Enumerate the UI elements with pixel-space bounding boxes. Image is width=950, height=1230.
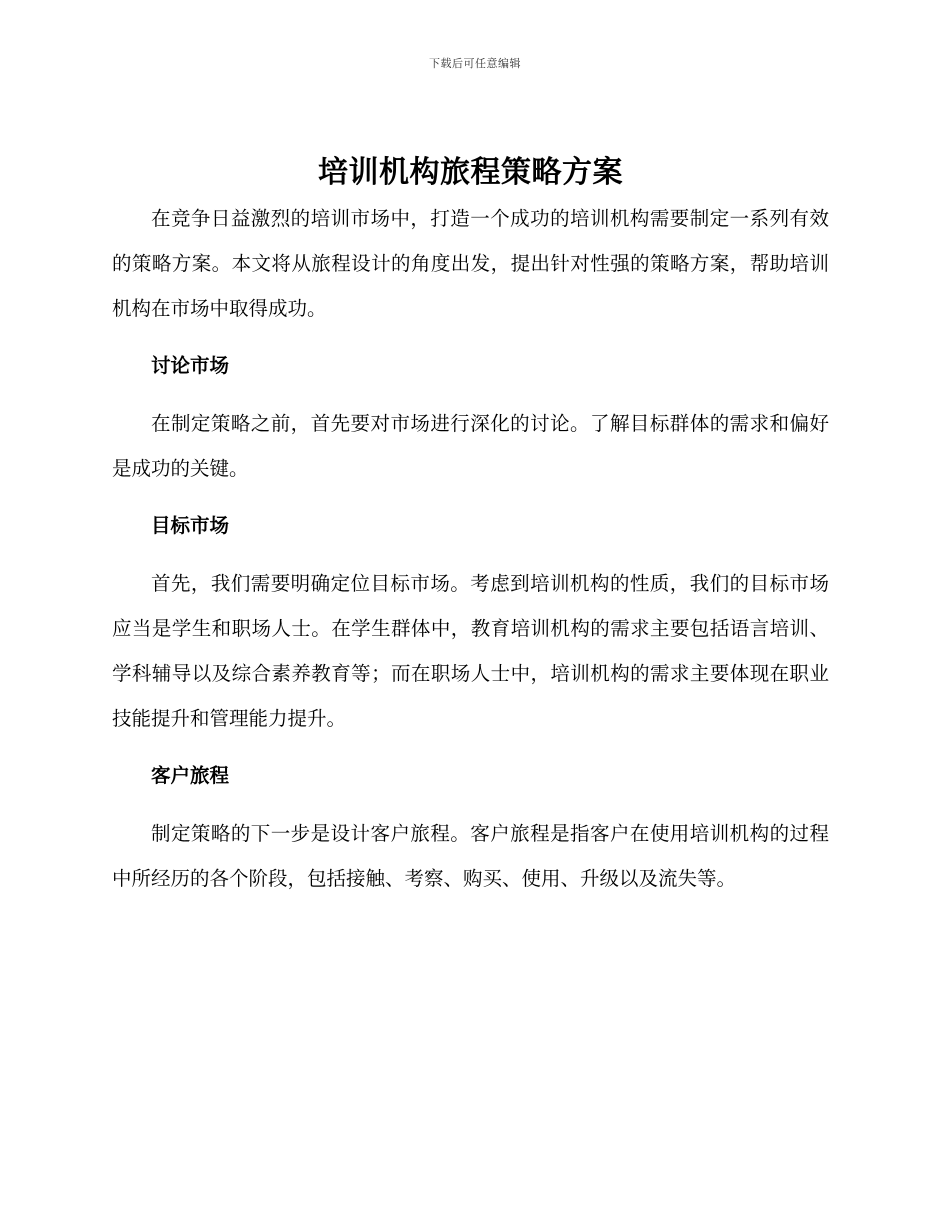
header-note: 下载后可任意编辑	[429, 57, 521, 70]
spacer	[112, 388, 829, 401]
document-body	[112, 150, 829, 901]
section-paragraph-customer-journey: 制定策略的下一步是设计客户旅程。客户旅程是指客户在使用培训机构的过程中所经历的各个阶段，包括接触、考察、购买、使用、升级以及流失等。	[112, 822, 829, 890]
section-heading-target-market: 目标市场	[151, 514, 230, 537]
section-paragraph-market-discussion: 在制定策略之前，首先要对市场进行深化的讨论。了解目标群体的需求和偏好是成功的关键。	[112, 412, 829, 480]
section-heading-market-discussion: 讨论市场	[151, 354, 230, 377]
spacer	[112, 491, 829, 503]
document-title: 培训机构旅程策略方案	[318, 155, 623, 190]
spacer	[112, 548, 829, 561]
section-heading-customer-journey: 客户旅程	[151, 764, 230, 787]
intro-paragraph: 在竞争日益激烈的培训市场中，打造一个成功的培训机构需要制定一系列有效的策略方案。本文将从旅程设计的角度出发，提出针对性强的策略方案，帮助培训机构在市场中取得成功。	[112, 207, 829, 320]
section-paragraph-target-market: 首先，我们需要明确定位目标市场。考虑到培训机构的性质，我们的目标市场应当是学生和职场人士。在学生群体中，教育培训机构的需求主要包括语言培训、学科辅导以及综合素养教育等；而在职场人士中，培训机构的需求主要体现在职业技能提升和管理能力提升。	[112, 572, 829, 730]
spacer	[112, 798, 829, 811]
spacer	[112, 741, 829, 753]
spacer	[112, 331, 829, 343]
